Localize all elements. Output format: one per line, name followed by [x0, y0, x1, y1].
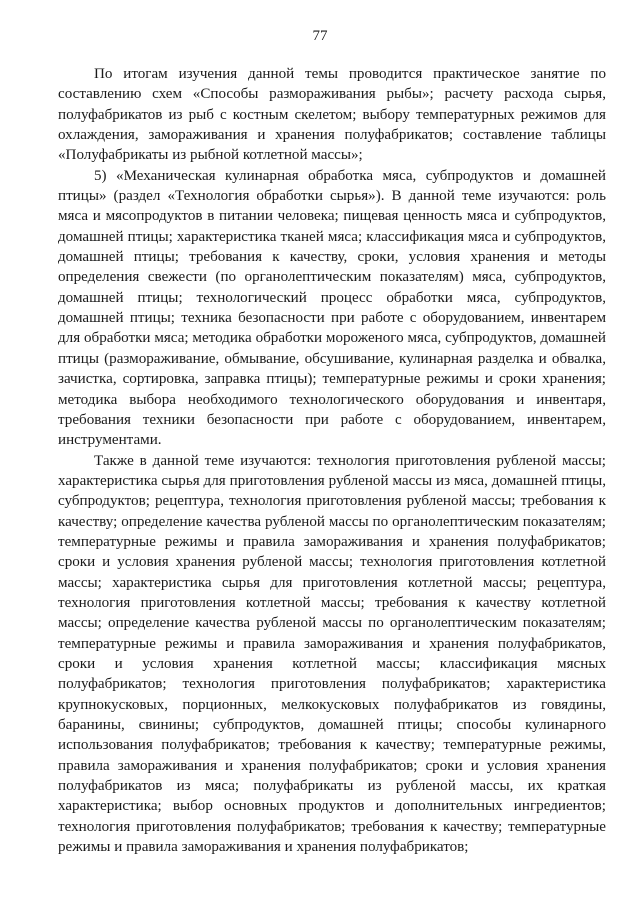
- page-number: 77: [312, 28, 328, 44]
- paragraph-meat-processing-topic: 5) «Механическая кулинарная обработка мяса, субпродуктов и домашней птицы» (раздел «Технология обработки сырья»). В данной теме изучаются: роль мяса и мясопродуктов в питании человека; пищевая ценность мяса и субпродуктов, домашней птицы; характеристика тканей мяса; классификация мяса и субпродуктов, домашней птицы; требования к качеству, сроки, условия хранения и методы определения свежести (по органолептическим показателям) мяса, субпродуктов, домашней птицы; технологический процесс обработки мяса, субпродуктов, домашней птицы; техника безопасности при работе с оборудованием, инвентарем для обработки мяса; методика обработки мороженого мяса, субпродуктов, домашней птицы (размораживание, обмывание, обсушивание, кулинарная разделка и обвалка, зачистка, сортировка, заправка птицы); температурные режимы и сроки хранения; методика выбора необходимого технологического оборудования и инвентаря, требования техники безопасности при работе с оборудованием, инвентарем, инструментами.: [58, 167, 606, 449]
- paragraph-practical-lesson: По итогам изучения данной темы проводится практическое занятие по составлению схем «Способы размораживания рыбы»; расчету расхода сырья, полуфабрикатов из рыб с костным скелетом; выбору температурных режимов для охлаждения, замораживания и хранения полуфабрикатов; составление таблицы «Полуфабрикаты из рыбной котлетной массы»;: [58, 66, 606, 164]
- page-body: [58, 64, 606, 857]
- paragraph-minced-mass-topic: Также в данной теме изучаются: технология приготовления рубленой массы; характеристика сырья для приготовления рубленой массы из мяса, домашней птицы, субпродуктов; рецептура, технология приготовления рубленой массы; требования к качеству; определение качества рубленой массы по органолептическим показателям; температурные режимы и правила замораживания и хранения полуфабрикатов; сроки и условия хранения рубленой массы; технология приготовления котлетной массы; характеристика сырья для приготовления котлетной массы; рецептура, технология приготовления котлетной массы; требования к качеству котлетной массы; определение качества рубленой массы по органолептическим показателям; температурные режимы и правила замораживания и хранения полуфабрикатов, сроки и условия хранения котлетной массы; классификация мясных полуфабрикатов; технология приготовления полуфабрикатов; характеристика крупнокусковых, порционных, мелкокусковых полуфабрикатов из говядины, баранины, свинины; субпродуктов, домашней птицы; способы кулинарного использования полуфабрикатов; требования к качеству; температурные режимы, правила замораживания и хранения полуфабрикатов; сроки и условия хранения полуфабрикатов из мяса; полуфабрикаты из рубленой массы, их краткая характеристика; выбор основных продуктов и дополнительных ингредиентов; технология приготовления полуфабрикатов; требования к качеству; температурные режимы и правила замораживания и хранения полуфабрикатов;: [58, 452, 606, 856]
